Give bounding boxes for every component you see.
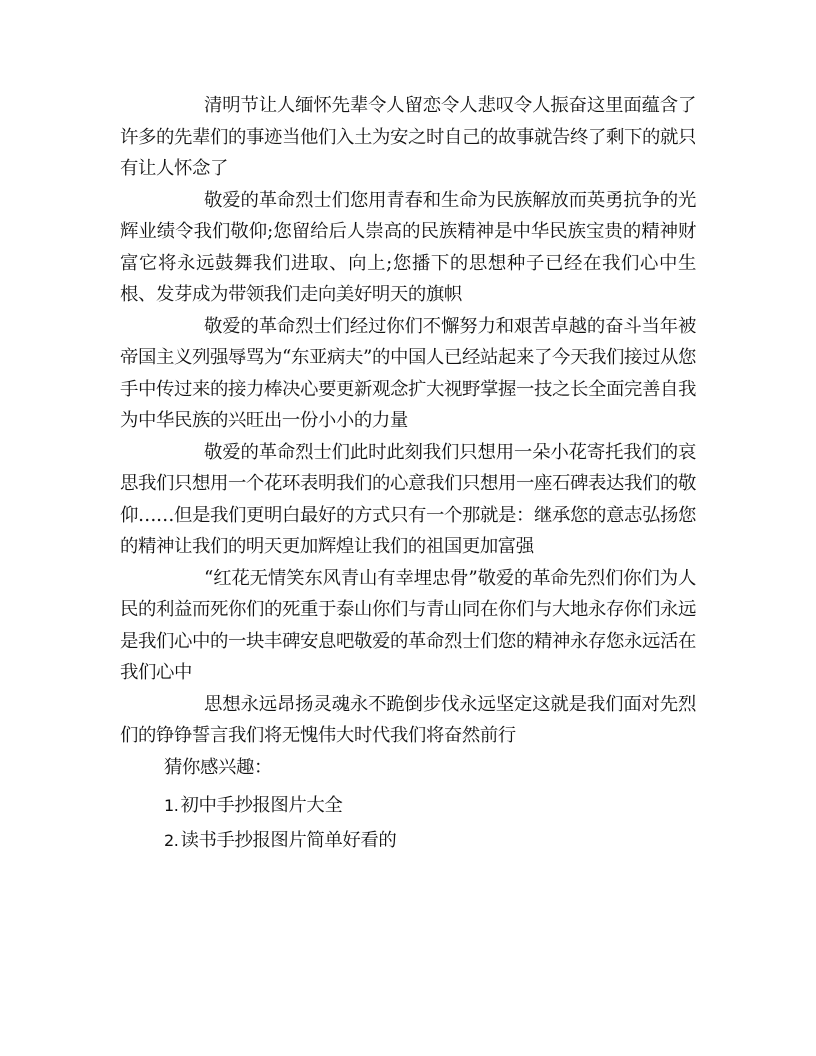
paragraph-6: 思想永远昂扬灵魂永不跪倒步伐永远坚定这就是我们面对先烈们的铮铮誓言我们将无愧伟大时代我们将奋然前行: [120, 693, 696, 746]
suggestions-heading: 猜你感兴趣：: [164, 756, 272, 778]
paragraph-1: 清明节让人缅怀先辈令人留恋令人悲叹令人振奋这里面蕴含了许多的先辈们的事迹当他们入土为安之时自己的故事就告终了剩下的就只有让人怀念了: [120, 95, 696, 179]
suggestion-link[interactable]: 读书手抄报图片简单好看的: [180, 830, 397, 851]
suggestion-number: 1.: [164, 796, 179, 815]
paragraph-5: “红花无情笑东风青山有幸埋忠骨”敬爱的革命先烈们你们为人民的利益而死你们的死重于泰山你们与青山同在你们与大地永存你们永远是我们心中的一块丰碑安息吧敬爱的革命烈士们您的精神永存您永远活在我们心中: [120, 567, 696, 683]
paragraph-3: 敬爱的革命烈士们经过你们不懈努力和艰苦卓越的奋斗当年被帝国主义列强辱骂为“东亚病夫”的中国人已经站起来了今天我们接过从您手中传过来的接力棒决心要更新观念扩大视野掌握一技之长全面完善自我为中华民族的兴旺出一份小小的力量: [120, 315, 696, 431]
suggestion-item[interactable]: [164, 788, 696, 823]
paragraph-4: 敬爱的革命烈士们此时此刻我们只想用一朵小花寄托我们的哀思我们只想用一个花环表明我们的心意我们只想用一座石碑表达我们的敬仰……但是我们更明白最好的方式只有一个那就是：继承您的意志弘扬您的精神让我们的明天更加辉煌让我们的祖国更加富强: [120, 441, 696, 557]
suggestions-list: [120, 788, 696, 858]
suggestion-number: 2.: [164, 831, 179, 850]
document-page: [120, 90, 696, 858]
suggestion-link[interactable]: 初中手抄报图片大全: [180, 795, 343, 816]
suggestion-item[interactable]: [164, 823, 696, 858]
paragraph-2: 敬爱的革命烈士们您用青春和生命为民族解放而英勇抗争的光辉业绩令我们敬仰;您留给后人崇高的民族精神是中华民族宝贵的精神财富它将永远鼓舞我们进取、向上;您播下的思想种子已经在我们心中生根、发芽成为带领我们走向美好明天的旗帜: [120, 189, 696, 305]
